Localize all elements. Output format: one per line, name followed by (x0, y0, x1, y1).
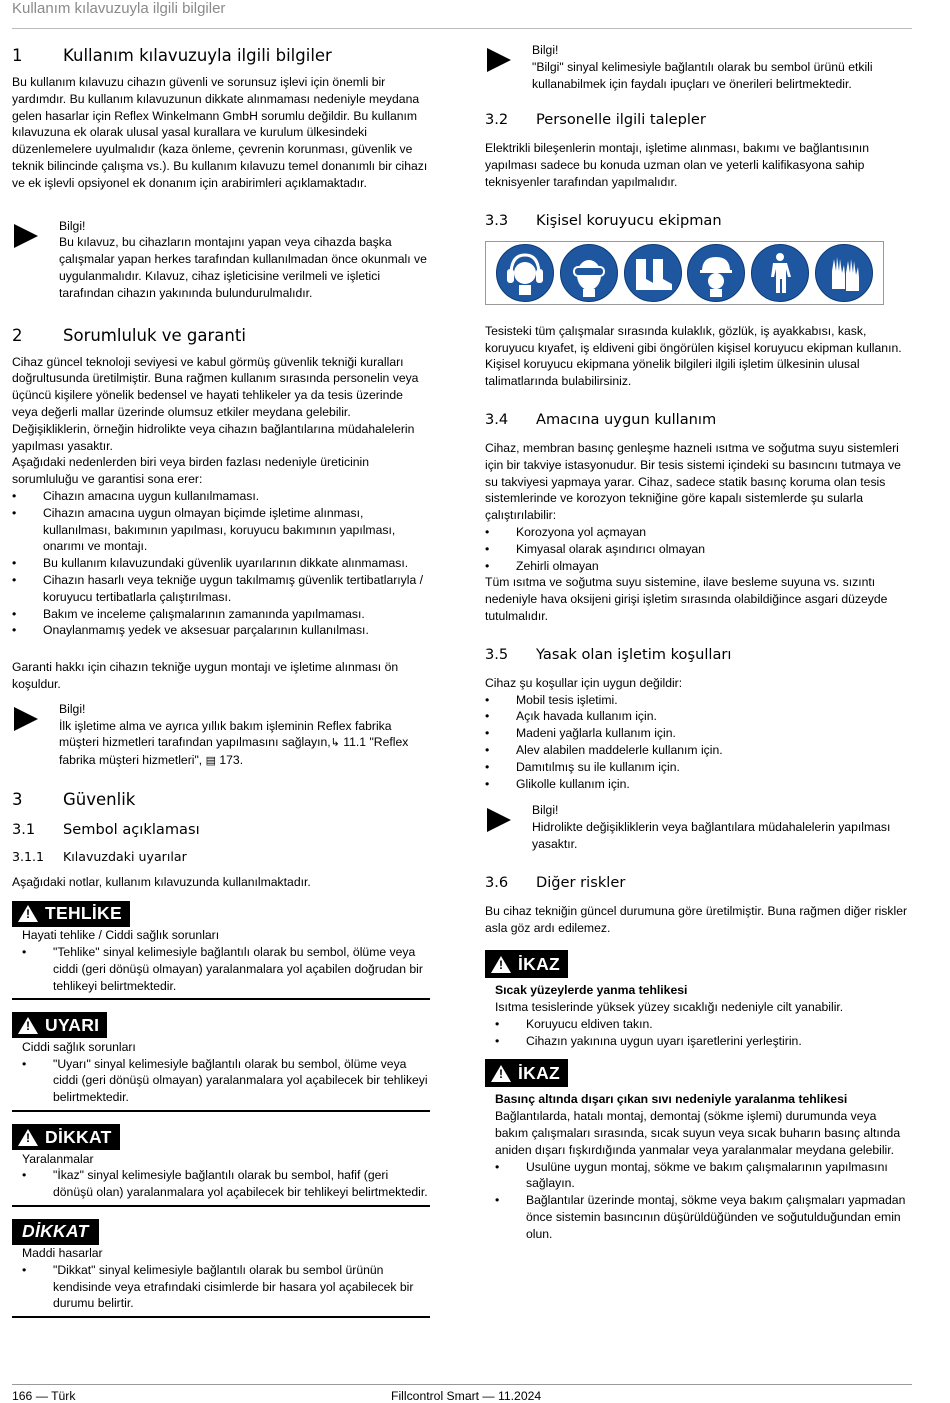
info-arrow-icon (14, 707, 38, 731)
section-3-6-intro: Bu cihaz tekniğin güncel durumuna göre üretilmiştir. Buna rağmen diğer riskler asla göz ardı edilemez. (485, 903, 908, 935)
protective-clothing-icon (751, 244, 809, 302)
section-1-note (12, 218, 430, 302)
list-item: • Cihazın amacına uygun olmayan biçimde işletime alınması, kullanılması, bakımının yapılması, koruyucu bakımının yapılması, onarımı ve montajı. (12, 505, 430, 555)
reference-arrow-icon: ↳ (330, 737, 340, 750)
ikaz-badge (485, 950, 568, 978)
hot-surface-warning (485, 950, 910, 1049)
section-3-1-1-heading (12, 848, 430, 866)
section-number: 3.3 (485, 211, 509, 229)
section-3-2-body: Elektrikli bileşenlerin montajı, işletime alınması, bakımı ve bağlantısının yapılması sadece bu konuda uzman olan ve yeterli kalifikasyona sahip teknisyenler tarafından yapılmalıdır. (485, 141, 870, 189)
list-item: • Korozyona yol açmayan (485, 524, 910, 541)
section-3-3-p2: Kişisel koruyucu ekipmana yönelik bilgileri ilgili işletim ülkesinin ulusal talimatlarında bulabilirsiniz. (485, 357, 860, 389)
list-item: • "Uyarı" sinyal kelimesiyle bağlantılı olarak bu sembol, ölüme veya ciddi (geri dönüşü olmayan) yaralanmalara yol açabilecek bir tehlikeyi belirtmektedir. (22, 1056, 430, 1106)
list-item: • Açık havada kullanım için. (485, 708, 910, 725)
cross-reference-link[interactable]: 11.1 "Reflex fabrika müşteri hizmetleri", (59, 735, 409, 768)
section-3-6-heading (485, 873, 910, 893)
section-3-1-heading (12, 820, 430, 840)
list-item: • "Dikkat" sinyal kelimesiyle bağlantılı olarak bu sembol ürünün kendisinde veya etrafındaki cisimlerde bir hasara yol açabilecek bir durumu belirtir. (22, 1262, 430, 1312)
ear-protection-icon (496, 244, 554, 302)
section-1-body: Bu kullanım kılavuzu cihazın güvenli ve sorunsuz işlevi için önemli bir yardımdır. Bu kullanım kılavuzunun dikkate alınmaması nedeniyle meydana gelen hasarlar için Reflex Winkelmann GmbH sorumlu değildir. Bu kullanım kılavuzuna ek olarak ulusal yasal kurallara ve kurulum ülkesindeki düzenlemelere uyulmalıdır (kaza önleme, çevrenin korunması, güvenlik ve teknik bilincinde çalışma vs.). Bu kullanım kılavuzu temel donanımlı bir cihazı ve ek işlevli opsiyonel ek donanım için arabirimleri açıklamaktadır. (12, 75, 428, 190)
section-3-4-p2: Tüm ısıtma ve soğutma suyu sistemine, ilave besleme suyuna vs. sızıntı nedeniyle hava oksijeni girişi işletim sırasında olabildiğince asgari düzeyde tutulmalıdır. (485, 575, 888, 623)
warning-title: Basınç altında dışarı çıkan sıvı nedeniyle yaralanma tehlikesi (495, 1092, 848, 1107)
list-item: • "İkaz" sinyal kelimesiyle bağlantılı olarak bu sembol, hafif (geri dönüşü olan) yaralanmalara yol açabilecek bir tehlikeyi belirtmektedir. (22, 1167, 430, 1201)
list-item: • Alev alabilen maddelerle kullanım için. (485, 742, 910, 759)
section-3-heading (12, 790, 430, 810)
section-2-p2: Değişikliklerin, örneğin hidrolikte veya cihazın bağlantılarına müdahalelerin yapılması yasaktır. (12, 421, 415, 453)
info-arrow-icon (487, 48, 511, 72)
section-number: 3.6 (485, 873, 509, 891)
badge-label: TEHLİKE (45, 903, 122, 924)
list-item: • Cihazın amacına uygun kullanılmaması. (12, 488, 430, 505)
section-1-heading (12, 46, 430, 66)
section-title: Kullanım kılavuzuyla ilgili bilgiler (63, 46, 332, 65)
section-2-p4: Garanti hakkı için cihazın tekniğe uygun montajı ve işletime alınması ön koşuldur. (12, 660, 399, 691)
section-3-5-note (485, 802, 910, 852)
section-number: 3.1 (12, 820, 36, 838)
caution-box (12, 1124, 430, 1207)
section-2-note (12, 701, 430, 770)
page-reference: 173. (219, 753, 244, 768)
section-3-4-p1: Cihaz, membran basınç genleşme hazneli ısıtma ve soğutma suyu sistemleri için bir takviye istasyonudur. Bir tesis sistemi içindeki su basıncını tutmaya ve su takviyesi yapmaya yarar. Cihaz, sadece statik basınç koruma olan tesis sistemlerinde ve korozyon tekniğine göre kapalı sistemlerde şu sularla çalıştırılabilir: (485, 440, 901, 523)
info-arrow-icon (487, 808, 511, 832)
note-text: "Bilgi" sinyal kelimesiyle bağlantılı olarak bu sembol ürünü etkili kullanabilmek için faydalı ipuçları ve önerileri belirtmektedir. (532, 59, 873, 91)
warning-triangle-icon: ! (491, 956, 511, 973)
badge-label: İKAZ (518, 953, 561, 974)
section-3-3-heading (485, 211, 910, 231)
hard-hat-icon (687, 244, 745, 302)
warning-title: Sıcak yüzeylerde yanma tehlikesi (495, 983, 688, 998)
warning-triangle-icon: ! (18, 905, 38, 922)
running-head-text: Kullanım kılavuzuyla ilgili bilgiler (12, 0, 226, 17)
warning-triangle-icon: ! (18, 1017, 38, 1034)
warning-subtitle: Ciddi sağlık sorunları (22, 1039, 136, 1054)
badge-label: İKAZ (518, 1062, 561, 1083)
ppe-symbol-row (485, 241, 884, 305)
section-3-5-intro: Cihaz şu koşullar için uygun değildir: (485, 675, 683, 690)
note-title: Bilgi! (59, 218, 86, 233)
page-footer (12, 1384, 912, 1403)
section-title: Diğer riskler (536, 873, 626, 891)
section-title: Sembol açıklaması (63, 820, 200, 838)
list-item: • Glikolle kullanım için. (485, 776, 910, 793)
notice-box (12, 1219, 430, 1318)
note-title: Bilgi! (532, 803, 559, 818)
section-number: 1 (12, 46, 23, 65)
water-requirements-list (485, 524, 910, 574)
note-title: Bilgi! (532, 43, 559, 57)
notice-badge (12, 1219, 99, 1245)
warning-subtitle: Maddi hasarlar (22, 1245, 103, 1260)
list-item: • Cihazın yakınına uygun uyarı işaretlerini yerleştirin. (495, 1033, 910, 1050)
prohibited-conditions-list (485, 692, 910, 793)
warning-subtitle: Yaralanmalar (22, 1151, 94, 1166)
section-2-heading (12, 326, 430, 346)
warning-text: Bağlantılarda, hatalı montaj, demontaj (sökme işlemi) durumunda veya bakım çalışmaları sırasında, sıcak suyun veya sıcak buharın basınç altında aniden dışarı fışkırdığında yanmalar veya yaralanmalar meydana gelebilir. (495, 1109, 901, 1157)
list-item: • Koruyucu eldiven takın. (495, 1016, 910, 1033)
section-title: Amacına uygun kullanım (536, 410, 717, 428)
gloves-icon (815, 244, 873, 302)
ikaz-badge (485, 1059, 568, 1087)
badge-label: UYARI (45, 1014, 100, 1035)
note-title: Bilgi! (59, 701, 86, 716)
section-3-4-heading (485, 410, 910, 430)
section-title: Personelle ilgili talepler (536, 111, 706, 129)
section-2-p1: Cihaz güncel teknoloji seviyesi ve kabul görmüş güvenlik tekniği kuralları doğrultusunda üretilmiştir. Buna rağmen kullanım sırasında personelin veya üçüncü kişilere yönelik bedensel ve hayati tehlikeler ya da tesis üzerinde veya değerli mallar üzerinde olumsuz etkiler meydana gelebilir. (12, 354, 419, 419)
list-item: • Onaylanmamış yedek ve aksesuar parçalarının kullanılması. (12, 622, 430, 639)
section-title: Güvenlik (63, 789, 136, 809)
list-item: • Bakım ve inceleme çalışmalarının zamanında yapılmaması. (12, 606, 430, 623)
section-number: 2 (12, 325, 23, 345)
list-item: • Bu kullanım kılavuzundaki güvenlik uyarılarının dikkate alınmaması. (12, 555, 430, 572)
section-title: Kişisel koruyucu ekipman (536, 211, 722, 229)
section-number: 3.1.1 (12, 848, 45, 864)
list-item: • "Tehlike" sinyal kelimesiyle bağlantılı olarak bu sembol, ölüme veya ciddi (geri dönüşü olmayan) yaralanmalara yol açabilen doğrudan bir tehlikeyi belirtmektedir. (22, 944, 430, 994)
warning-badge (12, 1012, 107, 1038)
warning-triangle-icon: ! (491, 1065, 511, 1082)
section-3-5-heading (485, 645, 910, 665)
left-column (12, 40, 430, 1318)
section-number: 3.5 (485, 645, 509, 663)
warning-triangle-icon: ! (18, 1129, 38, 1146)
right-column (485, 42, 910, 1243)
page-number: 166 — Türk (12, 1389, 76, 1403)
info-symbol-note (485, 42, 910, 92)
note-text-main: İlk işletime alma ve ayrıca yıllık bakım işleminin Reflex fabrika müşteri hizmetleri tarafından yapılmasını sağlayın, (59, 718, 392, 750)
liability-list (12, 488, 430, 639)
section-title: Yasak olan işletim koşulları (536, 645, 732, 663)
section-3-3-p1: Tesisteki tüm çalışmalar sırasında kulaklık, gözlük, iş ayakkabısı, kask, koruyucu kıyafet, iş eldiveni gibi öngörülen kişisel koruyucu ekipman kullanın. (485, 323, 902, 355)
section-number: 3.4 (485, 410, 509, 428)
section-title: Sorumluluk ve garanti (63, 325, 246, 345)
page-icon: ▤ (205, 755, 216, 768)
section-2-p3: Aşağıdaki nedenlerden biri veya birden fazlası nedeniyle üreticinin sorumluluğu ve garantisi sona erer: (12, 455, 370, 487)
caution-badge (12, 1124, 120, 1150)
warning-box (12, 1012, 430, 1112)
document-name: Fillcontrol Smart — 11.2024 (391, 1389, 542, 1403)
note-text: Hidrolikte değişikliklerin veya bağlantılara müdahalelerin yapılması yasaktır. (532, 820, 891, 851)
list-item: • Damıtılmış su ile kullanım için. (485, 759, 910, 776)
badge-label: DİKKAT (45, 1126, 112, 1147)
goggles-icon (560, 244, 618, 302)
list-item: • Kimyasal olarak aşındırıcı olmayan (485, 541, 910, 558)
list-item: • Usulüne uygun montaj, sökme ve bakım çalışmalarının yapılmasını sağlayın. (495, 1159, 910, 1193)
section-number: 3 (12, 789, 23, 809)
list-item: • Cihazın hasarlı veya tekniğe uygun takılmamış güvenlik tertibatlarıyla / koruyucu tertibatlarla çalıştırılması. (12, 572, 430, 606)
danger-box (12, 901, 430, 1001)
info-arrow-icon (14, 224, 38, 248)
safety-boots-icon (624, 244, 682, 302)
warning-subtitle: Hayati tehlike / Ciddi sağlık sorunları (22, 928, 220, 943)
warnings-intro: Aşağıdaki notlar, kullanım kılavuzunda kullanılmaktadır. (12, 874, 311, 889)
section-3-2-heading (485, 110, 910, 130)
list-item: • Bağlantılar üzerinde montaj, sökme veya bakım çalışmaları yapmadan önce sistemin basıncının düşürüldüğünden ve soğutulduğundan emin olun. (495, 1192, 910, 1242)
warning-text: Isıtma tesislerinde yüksek yüzey sıcaklığı nedeniyle cilt yanabilir. (495, 1000, 844, 1015)
section-number: 3.2 (485, 111, 509, 129)
list-item: • Zehirli olmayan (485, 558, 910, 575)
note-text (59, 718, 430, 770)
pressure-fluid-warning (485, 1059, 910, 1242)
note-text: Bu kılavuz, bu cihazların montajını yapan veya cihazda başka çalışmalar yapan herkes tarafından kullanılmadan önce okunmalı ve uygulanmalıdır. Kılavuz, cihaz işleticisine verilmeli ve işletici tarafından cihazın yakınında bulundurulmalıdır. (59, 235, 427, 300)
running-head (12, 0, 912, 29)
list-item: • Mobil tesis işletimi. (485, 692, 910, 709)
section-title: Kılavuzdaki uyarılar (63, 848, 187, 864)
list-item: • Madeni yağlarla kullanım için. (485, 725, 910, 742)
badge-label: DİKKAT (22, 1221, 89, 1242)
danger-badge (12, 901, 130, 927)
